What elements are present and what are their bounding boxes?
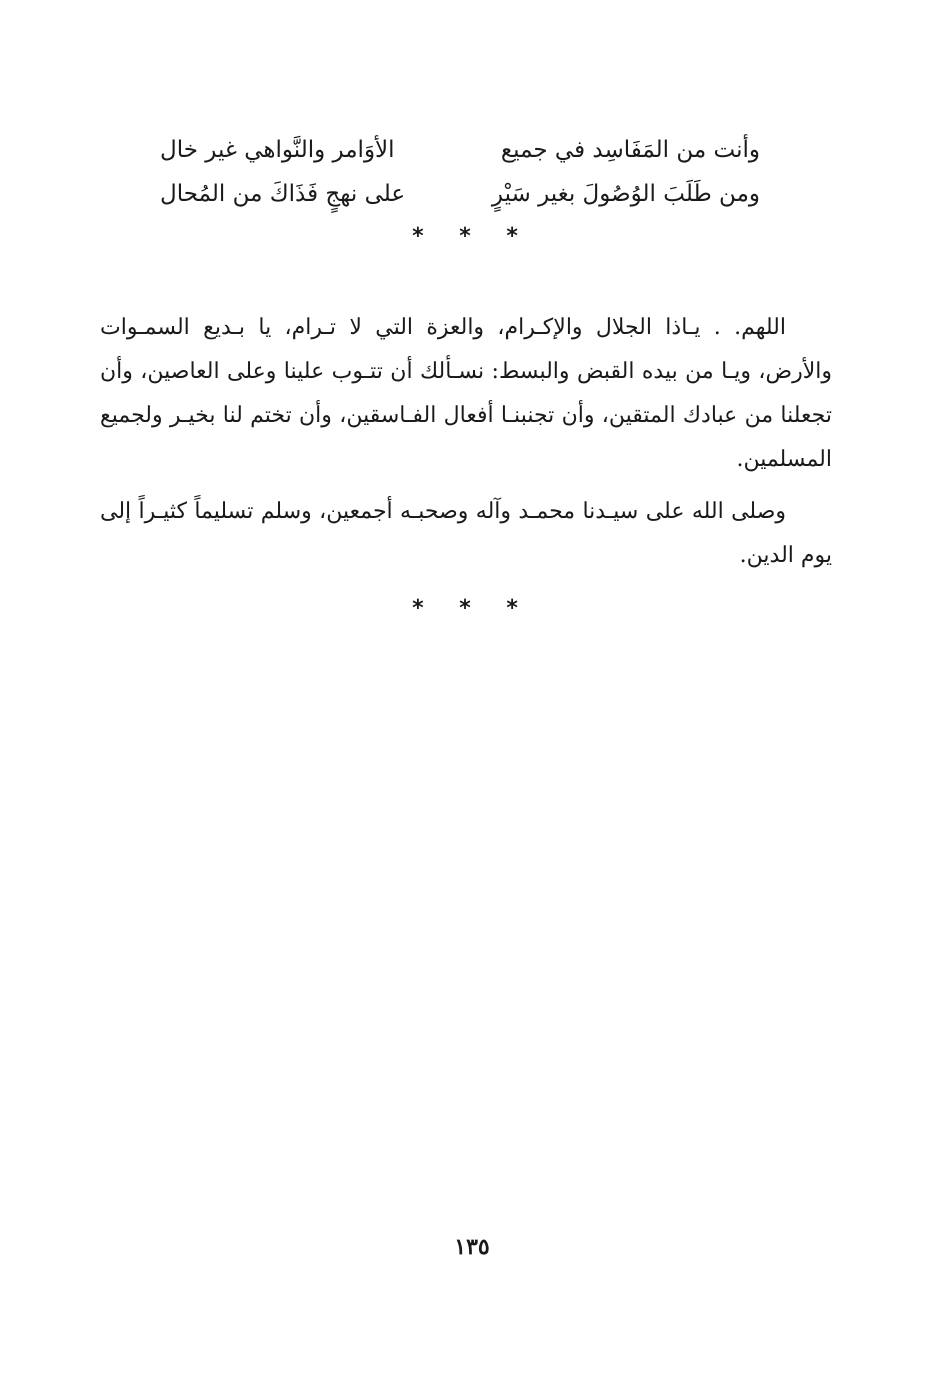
verse-2-second-hemistich: على نهجٍ فَذَاكَ من المُحال	[160, 181, 406, 207]
verse-1-second-hemistich: الأوَامر والنَّواهي غير خال	[160, 137, 395, 163]
verse-1	[160, 128, 760, 172]
poem-block	[160, 128, 760, 216]
prayer-paragraph	[100, 306, 832, 482]
verse-2	[160, 172, 760, 216]
verse-1-first-hemistich: وأنت من المَفَاسِد في جميع	[500, 137, 760, 163]
prayer-paragraph-text: اللهم. . يـاذا الجلال والإكـرام، والعزة التي لا تـرام، يا بـديع السمـوات والأرض، ويـا من بيده القبض والبسط: نسـألك أن تتـوب علينا وعلى العاصين، وأن تجعلنا من عبادك المتقين، وأن تجنبنـا أفعال الفـاسقين، وأن تختم لنا بخيـر ولجميع المسلمين.	[100, 315, 832, 472]
page-number: ١٣٥	[454, 1234, 490, 1260]
section-separator-2: * * *	[412, 596, 532, 621]
section-separator-1: * * *	[412, 224, 532, 249]
closing-paragraph-text: وصلى الله على سيـدنا محمـد وآله وصحبـه أجمعين، وسلم تسليماً كثيـراً إلى يوم الدين.	[100, 499, 832, 568]
closing-paragraph	[100, 490, 832, 578]
verse-2-first-hemistich: ومن طَلَبَ الوُصُولَ بغير سَيْرٍ	[491, 181, 760, 207]
